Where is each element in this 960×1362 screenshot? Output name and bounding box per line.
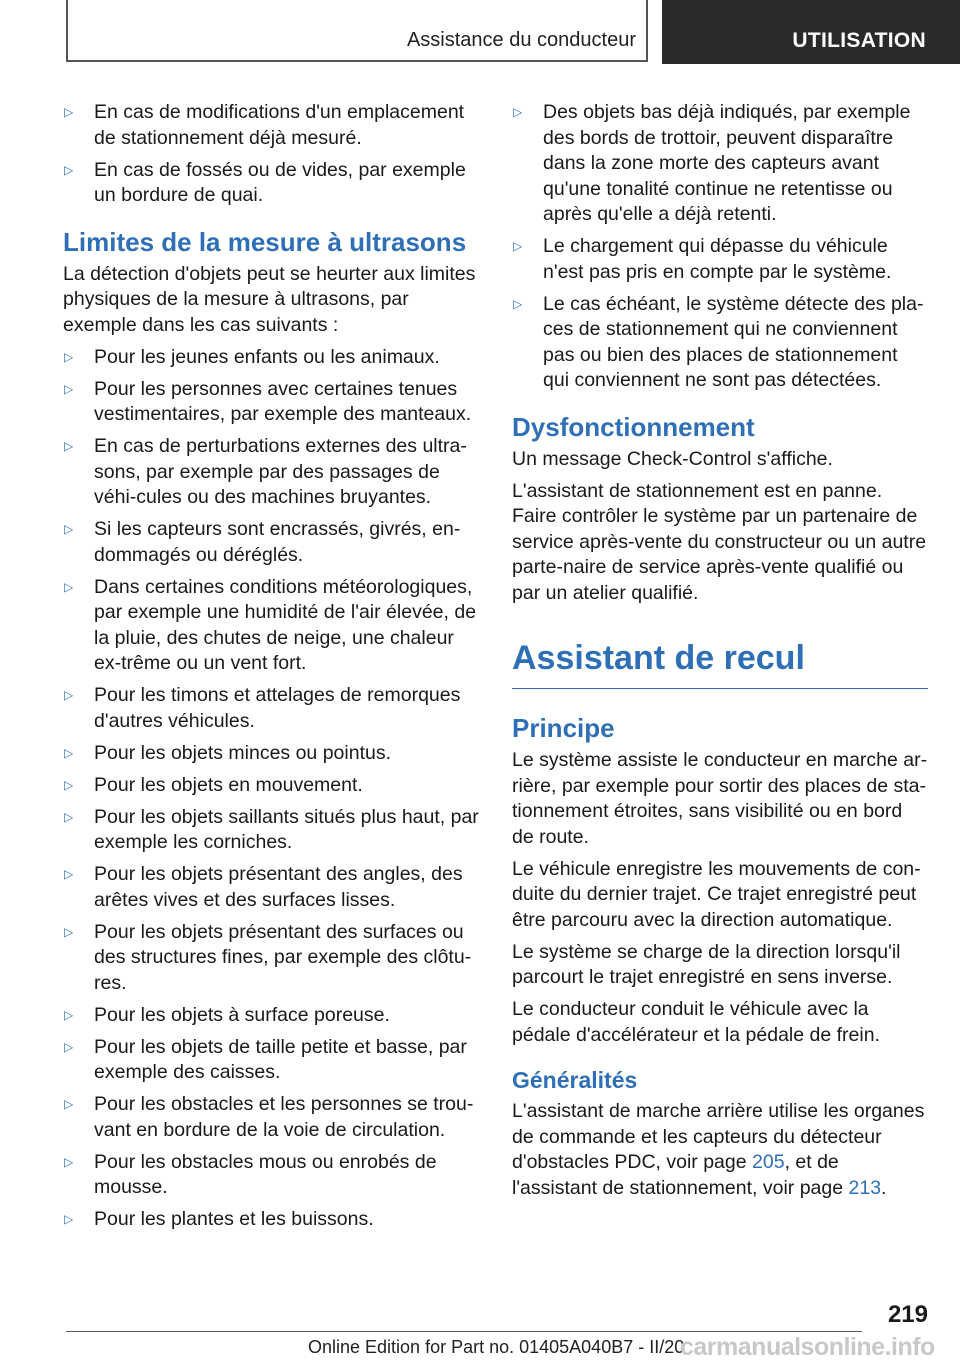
triangle-bullet-icon: ▷ xyxy=(64,162,74,177)
ultrasound-intro: La détection d'objets peut se heurter aux limites physiques de la mesure à ultrasons, par exemple dans les cas suivants : xyxy=(63,262,476,336)
list-item: ▷ Pour les obstacles et les personnes se trou‐vant en bordure de la voie de circulation. xyxy=(64,1093,474,1141)
watermark: carmanualsonline.info xyxy=(680,1333,935,1361)
list-item: ▷ En cas de modifications d'un emplacement de stationnement déjà mesuré. xyxy=(64,101,465,149)
general-paragraph: L'assistant de marche arrière utilise les organes de commande et les capteurs du détecteur d'obstacles PDC, voir page 205, et de l'assistant de stationnement, voir page 213. xyxy=(512,1100,925,1199)
triangle-bullet-icon: ▷ xyxy=(513,239,523,253)
triangle-bullet-icon: ▷ xyxy=(64,777,74,792)
triangle-bullet-icon: ▷ xyxy=(64,1039,74,1054)
triangle-bullet-icon: ▷ xyxy=(64,867,74,881)
list-item: ▷ Pour les objets saillants situés plus haut, par exemple les corniches. xyxy=(64,805,479,853)
general-heading: Généralités xyxy=(512,1067,638,1093)
list-item: ▷ Pour les obstacles mous ou enrobés de mousse. xyxy=(64,1150,437,1198)
list-item: ▷ Pour les objets de taille petite et basse, par exemple des caisses. xyxy=(64,1035,467,1083)
page-header xyxy=(0,0,960,66)
header-section-title: Assistance du conducteur xyxy=(406,29,636,51)
triangle-bullet-icon: ▷ xyxy=(64,745,74,760)
triangle-bullet-icon: ▷ xyxy=(64,924,74,939)
list-item: ▷ Le chargement qui dépasse du véhicule n'est pas pris en compte par le système. xyxy=(513,235,892,283)
list-item: ▷ Pour les objets en mouvement. xyxy=(63,773,481,799)
footer-edition: Online Edition for Part no. 01405A040B7 - II/20 xyxy=(308,1337,685,1357)
header-chapter-label: UTILISATION xyxy=(792,29,926,52)
list-item: ▷ Pour les objets minces ou pointus. xyxy=(63,741,481,767)
page-number: 219 xyxy=(887,1301,928,1328)
triangle-bullet-icon: ▷ xyxy=(64,1007,74,1022)
principle-paragraph: Le système se charge de la direction lorsqu'il parcourt le trajet enregistré en sens inverse. xyxy=(512,940,901,988)
principle-paragraph: Le véhicule enregistre les mouvements de con‐duite du dernier trajet. Ce trajet enregistré peut être parcouru avec la direction automatique. xyxy=(512,857,921,931)
list-item: ▷ Pour les objets présentant des surfaces ou des structures fines, par exemple des clôtu‐res. xyxy=(64,920,472,994)
header-chapter-tab xyxy=(662,0,960,64)
malfunction-paragraph: Un message Check-Control s'affiche. xyxy=(512,447,833,470)
list-item: ▷ Le cas échéant, le système détecte des pla‐ces de stationnement qui ne conviennent pas ou bien des places de stationnement qui conviennent ne sont pas détectées. xyxy=(513,292,924,391)
list-item: ▷ Pour les timons et attelages de remorques d'autres véhicules. xyxy=(64,684,461,732)
principle-heading: Principe xyxy=(512,713,615,743)
chapter-title: Assistant de recul xyxy=(512,636,928,689)
list-item: ▷ Des objets bas déjà indiqués, par exemple des bords de trottoir, peuvent disparaître dans la zone morte des capteurs avant qu'une tonalité continue ne retentisse ou après qu'elle a déjà retenti. xyxy=(513,101,911,225)
triangle-bullet-icon: ▷ xyxy=(64,809,74,824)
malfunction-paragraph: L'assistant de stationnement est en panne. Faire contrôler le système par un partenaire de service après-vente du constructeur ou un autre parte‐naire de service après-vente qualifié ou par un atelier qualifié. xyxy=(512,479,927,604)
list-item: ▷ En cas de perturbations externes des ultra‐sons, par exemple par des passages de véhi‐cules ou des machines bruyantes. xyxy=(64,435,467,508)
left-column xyxy=(63,100,481,1239)
triangle-bullet-icon: ▷ xyxy=(64,1212,74,1226)
triangle-bullet-icon: ▷ xyxy=(64,522,74,536)
list-item: ▷ Pour les objets présentant des angles, des arêtes vives et des surfaces lisses. xyxy=(64,863,463,911)
triangle-bullet-icon: ▷ xyxy=(64,1154,74,1169)
right-column xyxy=(512,100,928,1208)
triangle-bullet-icon: ▷ xyxy=(513,105,523,119)
ultrasound-heading: Limites de la mesure à ultrasons xyxy=(63,226,467,257)
list-item: ▷ Dans certaines conditions météorologiques, par exemple une humidité de l'air élevée, de la pluie, des chutes de neige, une chaleur ex‐trême ou un vent fort. xyxy=(64,575,477,674)
list-item: ▷ Si les capteurs sont encrassés, givrés, en‐dommagés ou déréglés. xyxy=(64,518,461,566)
principle-paragraph: Le conducteur conduit le véhicule avec la pédale d'accélérateur et la pédale de frein. xyxy=(512,998,880,1046)
list-item: ▷ En cas de fossés ou de vides, par exemple un bordure de quai. xyxy=(64,158,466,206)
triangle-bullet-icon: ▷ xyxy=(64,688,74,702)
triangle-bullet-icon: ▷ xyxy=(64,381,74,396)
triangle-bullet-icon: ▷ xyxy=(64,439,74,453)
list-item: ▷ Pour les jeunes enfants ou les animaux. xyxy=(63,345,481,371)
triangle-bullet-icon: ▷ xyxy=(513,296,523,311)
list-item: ▷ Pour les objets à surface poreuse. xyxy=(63,1003,481,1029)
triangle-bullet-icon: ▷ xyxy=(64,105,74,119)
footer-divider xyxy=(66,1331,862,1332)
triangle-bullet-icon: ▷ xyxy=(64,579,74,594)
page-link-213[interactable]: 213 xyxy=(848,1176,882,1199)
list-item: ▷ Pour les plantes et les buissons. xyxy=(63,1207,481,1233)
page-link-205[interactable]: 205 xyxy=(752,1151,785,1173)
triangle-bullet-icon: ▷ xyxy=(64,349,74,364)
principle-paragraph: Le système assiste le conducteur en marche ar‐rière, par exemple pour sortir des places de sta‐tionnement étroites, sans visibilité ou en bord de route. xyxy=(512,749,928,848)
malfunction-heading: Dysfonctionnement xyxy=(512,411,755,442)
triangle-bullet-icon: ▷ xyxy=(64,1097,74,1111)
list-item: ▷ Pour les personnes avec certaines tenues vestimentaires, par exemple des manteaux. xyxy=(64,377,472,425)
